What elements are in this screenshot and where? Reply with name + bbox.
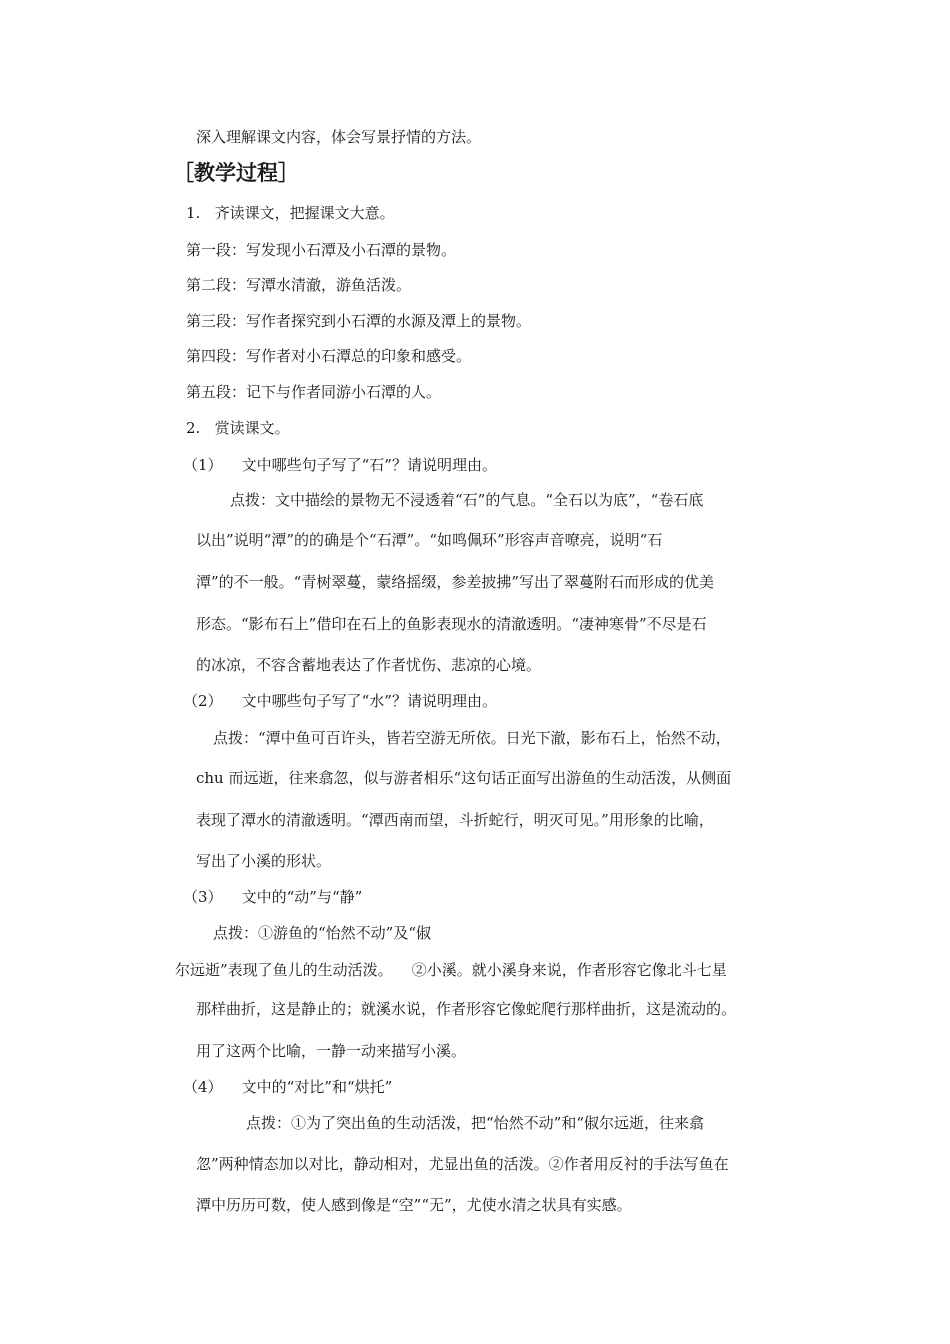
question-1: （1） 文中哪些句子写了“石”？请说明理由。 xyxy=(183,456,497,474)
answer-1-line-2: 以出”说明“潭”的的确是个“石潭”。“如鸣佩环”形容声音嘹亮，说明“石 xyxy=(196,531,663,549)
answer-1-line-3: 潭”的不一般。“青树翠蔓，蒙络摇缀，参差披拂”写出了翠蔓附石而形成的优美 xyxy=(196,573,715,591)
answer-3-line-3: 那样曲折，这是静止的；就溪水说，作者形容它像蛇爬行那样曲折，这是流动的。 xyxy=(196,1000,737,1018)
paragraph-summary-1: 第一段：写发现小石潭及小石潭的景物。 xyxy=(186,241,457,259)
answer-3-line-1: 点拨：①游鱼的“怡然不动”及“俶 xyxy=(213,924,432,942)
paragraph-summary-2: 第二段：写潭水清澈，游鱼活泼。 xyxy=(186,276,412,294)
section-title: ［教学过程］ xyxy=(173,160,299,185)
part2-heading: 2. 赏读课文。 xyxy=(186,419,290,437)
answer-2-line-4: 写出了小溪的形状。 xyxy=(196,852,332,870)
answer-2-line-3: 表现了潭水的清澈透明。“潭西南而望，斗折蛇行，明灭可见。”用形象的比喻， xyxy=(196,811,714,829)
question-2: （2） 文中哪些句子写了“水”？请说明理由。 xyxy=(183,692,497,710)
answer-2-line-2: chu 而远逝，往来翕忽，似与游者相乐“这句话正面写出游鱼的生动活泼，从侧面 xyxy=(196,769,732,787)
answer-4-line-1: 点拨：①为了突出鱼的生动活泼，把“怡然不动”和“俶尔远逝，往来翕 xyxy=(246,1114,705,1132)
answer-4-line-2: 忽”两种情态加以对比，静动相对，尤显出鱼的活泼。②作者用反衬的手法写鱼在 xyxy=(196,1155,729,1173)
answer-4-line-3: 潭中历历可数，使人感到像是“空”“无”，尤使水清之状具有实感。 xyxy=(196,1196,632,1214)
paragraph-summary-3: 第三段：写作者探究到小石潭的水源及潭上的景物。 xyxy=(186,312,532,330)
intro-text: 深入理解课文内容，体会写景抒情的方法。 xyxy=(196,128,482,146)
answer-3-line-4: 用了这两个比喻，一静一动来描写小溪。 xyxy=(196,1042,467,1060)
answer-3-line-2: 尔远逝”表现了鱼儿的生动活泼。 ②小溪。就小溪身来说，作者形容它像北斗七星 xyxy=(175,961,727,979)
answer-1-line-1: 点拨：文中描绘的景物无不浸透着“石”的气息。“全石以为底”，“卷石底 xyxy=(230,491,704,509)
question-3: （3） 文中的“动”与“静” xyxy=(183,888,363,906)
paragraph-summary-5: 第五段：记下与作者同游小石潭的人。 xyxy=(186,383,442,401)
part1-heading: 1. 齐读课文，把握课文大意。 xyxy=(186,204,395,222)
answer-1-line-5: 的冰凉，不容含蓄地表达了作者忧伤、悲凉的心境。 xyxy=(196,656,542,674)
answer-2-line-1: 点拨：“潭中鱼可百许头，皆若空游无所依。日光下澈，影布石上，怡然不动， xyxy=(213,729,731,747)
question-4: （4） 文中的“对比”和“烘托” xyxy=(183,1078,393,1096)
paragraph-summary-4: 第四段：写作者对小石潭总的印象和感受。 xyxy=(186,347,472,365)
answer-1-line-4: 形态。“影布石上”借印在石上的鱼影表现水的清澈透明。“凄神寒骨”不尽是石 xyxy=(196,615,707,633)
